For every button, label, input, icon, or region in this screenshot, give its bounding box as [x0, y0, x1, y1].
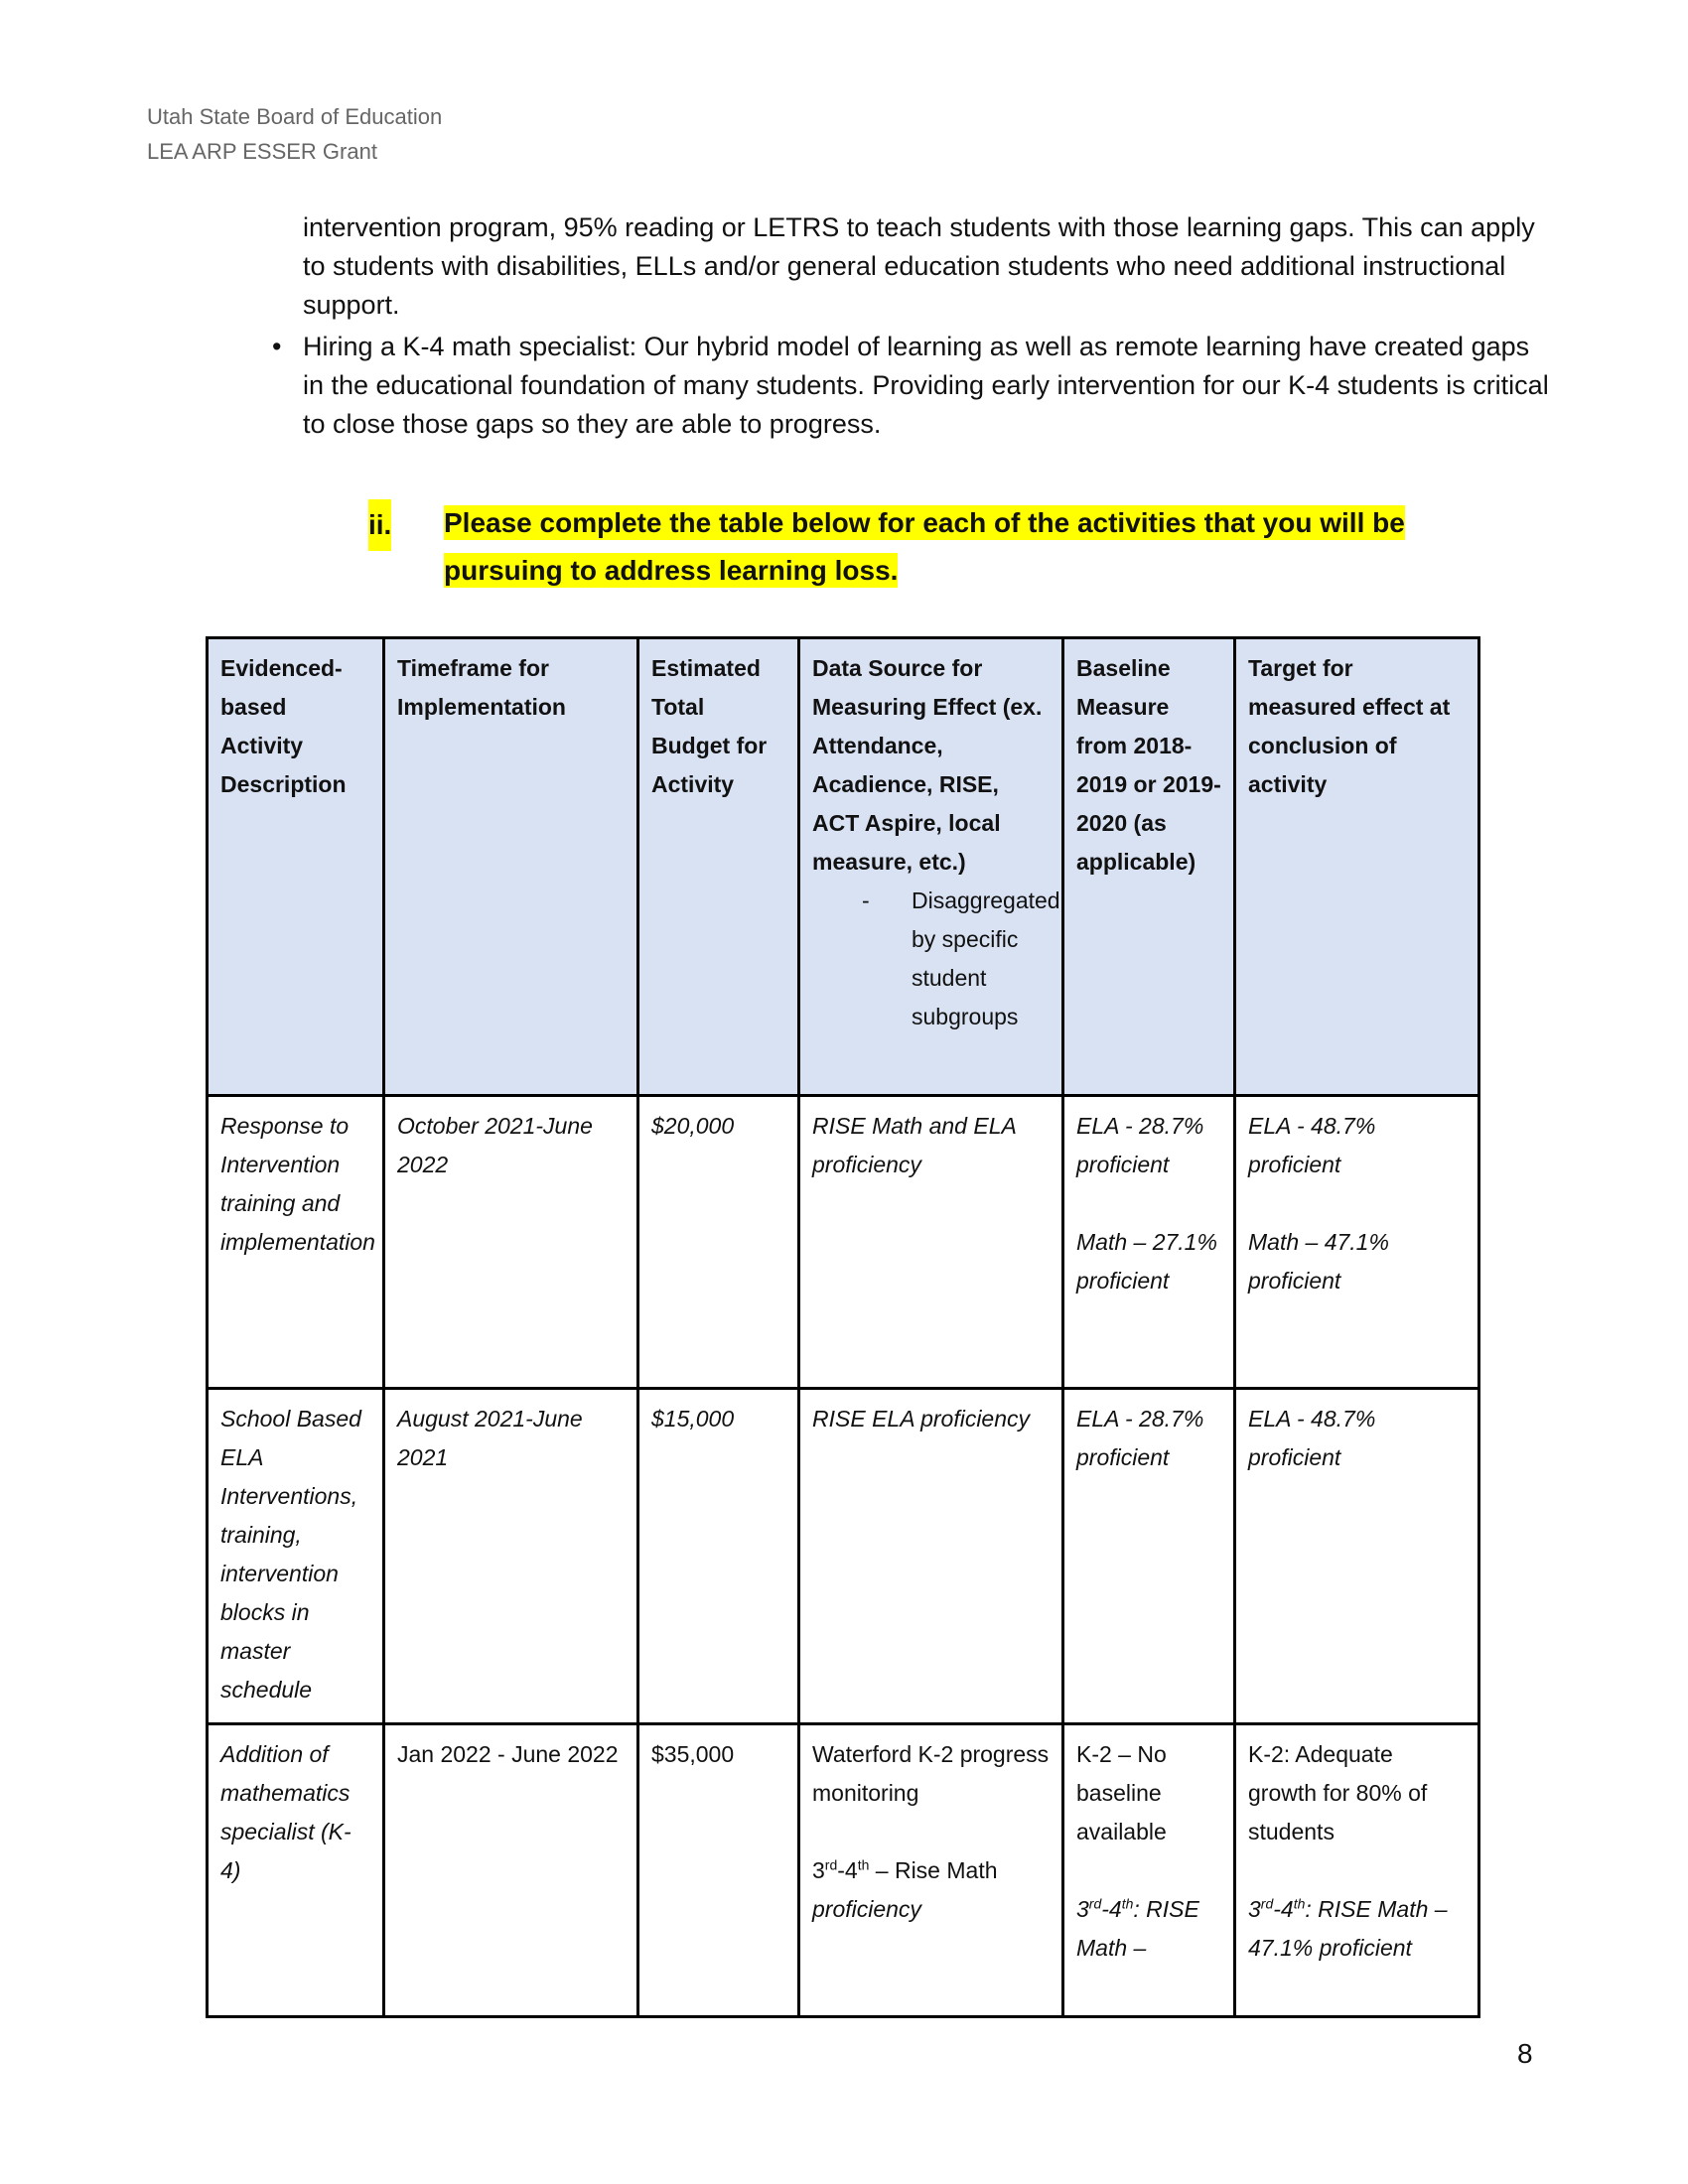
- cell-baseline: K-2 – No baseline available 3rd-4th: RISE Math –: [1063, 1724, 1235, 2017]
- table-row: [208, 1724, 1479, 2017]
- cell-timeframe: Jan 2022 - June 2022: [384, 1724, 638, 2017]
- intro-paragraph: [303, 208, 1544, 325]
- bullet-list: [268, 328, 1549, 444]
- cell-timeframe: August 2021-June 2021: [384, 1389, 638, 1724]
- cell-data-source: RISE Math and ELA proficiency: [799, 1096, 1063, 1389]
- header-data-source: Data Source for Measuring Effect (ex. Attendance, Acadience, RISE, ACT Aspire, local measure, etc.) - Disaggregated by specific student subgroups: [799, 638, 1063, 1096]
- header-timeframe: Timeframe for Implementation: [384, 638, 638, 1096]
- question-number: ii.: [368, 499, 391, 551]
- section-question: [368, 499, 1447, 595]
- cell-activity: Addition of mathematics specialist (K-4): [208, 1724, 384, 2017]
- table-row: [208, 1096, 1479, 1389]
- header-org: Utah State Board of Education: [147, 104, 443, 129]
- cell-data-source: Waterford K-2 progress monitoring 3rd-4th – Rise Math proficiency: [799, 1724, 1063, 2017]
- header-baseline: Baseline Measure from 2018-2019 or 2019-2020 (as applicable): [1063, 638, 1235, 1096]
- table-row: [208, 1389, 1479, 1724]
- cell-activity: School Based ELA Interventions, training, intervention blocks in master schedule: [208, 1389, 384, 1724]
- header-target: Target for measured effect at conclusion of activity: [1235, 638, 1479, 1096]
- header-grant: LEA ARP ESSER Grant: [147, 139, 377, 164]
- intro-text: intervention program, 95% reading or LETRS to teach students with those learning gaps. This can apply to students with disabilities, ELLs and/or general education students who need additional instructional support.: [303, 212, 1535, 320]
- bullet-icon: •: [272, 332, 282, 361]
- cell-target: ELA - 48.7% proficient Math – 47.1% proficient: [1235, 1096, 1479, 1389]
- header-data-source-sub: - Disaggregated by specific student subgroups: [862, 887, 1060, 1029]
- cell-budget: $20,000: [638, 1096, 799, 1389]
- header-budget: Estimated Total Budget for Activity: [638, 638, 799, 1096]
- cell-timeframe: October 2021-June 2022: [384, 1096, 638, 1389]
- cell-budget: $15,000: [638, 1389, 799, 1724]
- bullet-text: Hiring a K-4 math specialist: Our hybrid model of learning as well as remote learning have created gaps in the educational foundation of many students. Providing early intervention for our K-4 students is critical to close those gaps so they are able to progress.: [303, 332, 1549, 439]
- header-activity: Evidenced-based Activity Description: [208, 638, 384, 1096]
- cell-target: ELA - 48.7% proficient: [1235, 1389, 1479, 1724]
- cell-baseline: ELA - 28.7% proficient Math – 27.1% proficient: [1063, 1096, 1235, 1389]
- cell-baseline: ELA - 28.7% proficient: [1063, 1389, 1235, 1724]
- activities-table: [206, 636, 1480, 2018]
- document-header: [147, 99, 442, 169]
- cell-activity: Response to Intervention training and implementation: [208, 1096, 384, 1389]
- page-number: 8: [1517, 2038, 1533, 2069]
- cell-budget: $35,000: [638, 1724, 799, 2017]
- list-item: [268, 328, 1549, 444]
- cell-data-source: RISE ELA proficiency: [799, 1389, 1063, 1724]
- cell-target: K-2: Adequate growth for 80% of students 3rd-4th: RISE Math – 47.1% proficient: [1235, 1724, 1479, 2017]
- table-header-row: [208, 638, 1479, 1096]
- question-text: Please complete the table below for each of the activities that you will be pursuing to address learning loss.: [444, 507, 1405, 586]
